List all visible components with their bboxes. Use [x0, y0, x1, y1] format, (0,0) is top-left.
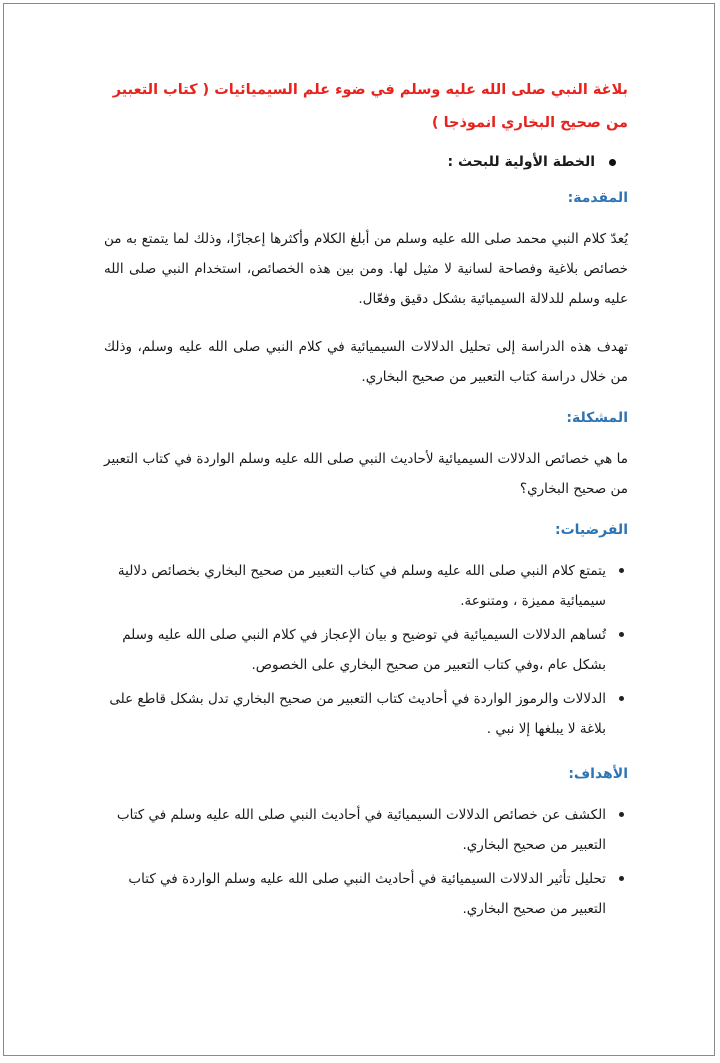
- intro-paragraph-1: يُعدّ كلام النبي محمد صلى الله عليه وسلم من أبلغ الكلام وأكثرها إعجازًا، وذلك لما يتمتع به من خصائص بلاغية وفصاحة لسانية لا مثيل لها. ومن بين هذه الخصائص، استخدام النبي صلى الله عليه وسلم للدلالة السيميائية بشكل دقيق وفعّال.: [104, 231, 628, 307]
- document-title: بلاغة النبي صلى الله عليه وسلم في ضوء علم السيميائيات ( كتاب التعبير من صحيح البخاري انموذجا ): [112, 82, 628, 131]
- bullet-dot: [609, 159, 616, 166]
- intro-heading: المقدمة:: [567, 190, 628, 206]
- intro-paragraph-2: تهدف هذه الدراسة إلى تحليل الدلالات السيميائية في كلام النبي صلى الله عليه وسلم، وذلك من خلال دراسة كتاب التعبير من صحيح البخاري.: [104, 339, 628, 385]
- document-page: [3, 3, 715, 1056]
- problem-heading: المشكلة:: [566, 410, 628, 426]
- hypothesis-text: تُساهم الدلالات السيميائية في توضيح و بيان الإعجاز في كلام النبي صلى الله عليه وسلم بشكل عام ،وفي كتاب التعبير من صحيح البخاري على الخصوص.: [122, 627, 606, 673]
- list-item: [104, 864, 606, 924]
- bullet-dot: [619, 812, 624, 817]
- list-item: [104, 620, 606, 680]
- hypotheses-list: [104, 556, 628, 744]
- bullet-dot: [619, 632, 624, 637]
- plan-bullet: [104, 154, 628, 170]
- document-content: [104, 74, 628, 946]
- bullet-dot: [619, 568, 624, 573]
- objective-text: الكشف عن خصائص الدلالات السيميائية في أحاديث النبي صلى الله عليه وسلم في كتاب التعبير من صحيح البخاري.: [116, 807, 606, 853]
- bullet-dot: [619, 696, 624, 701]
- list-item: [104, 800, 606, 860]
- objectives-heading: الأهداف:: [568, 766, 628, 782]
- list-item: [104, 684, 606, 744]
- hypothesis-text: يتمتع كلام النبي صلى الله عليه وسلم في كتاب التعبير من صحيح البخاري بخصائص دلالية سيميائية مميزة ، ومتنوعة.: [117, 563, 606, 609]
- objective-text: تحليل تأثير الدلالات السيميائية في أحاديث النبي صلى الله عليه وسلم الواردة في كتاب التعبير من صحيح البخاري.: [128, 871, 606, 917]
- objectives-list: [104, 800, 628, 924]
- list-item: [104, 556, 606, 616]
- problem-paragraph: ما هي خصائص الدلالات السيميائية لأحاديث النبي صلى الله عليه وسلم الواردة في كتاب التعبير من صحيح البخاري؟: [104, 451, 628, 497]
- hypotheses-heading: الفرضيات:: [554, 522, 628, 538]
- plan-label: الخطة الأولية للبحث :: [447, 154, 595, 170]
- bullet-dot: [619, 876, 624, 881]
- hypothesis-text: الدلالات والرموز الواردة في أحاديث كتاب التعبير من صحيح البخاري تدل بشكل قاطع على بلاغة لا يبلغها إلا نبي .: [109, 691, 606, 737]
